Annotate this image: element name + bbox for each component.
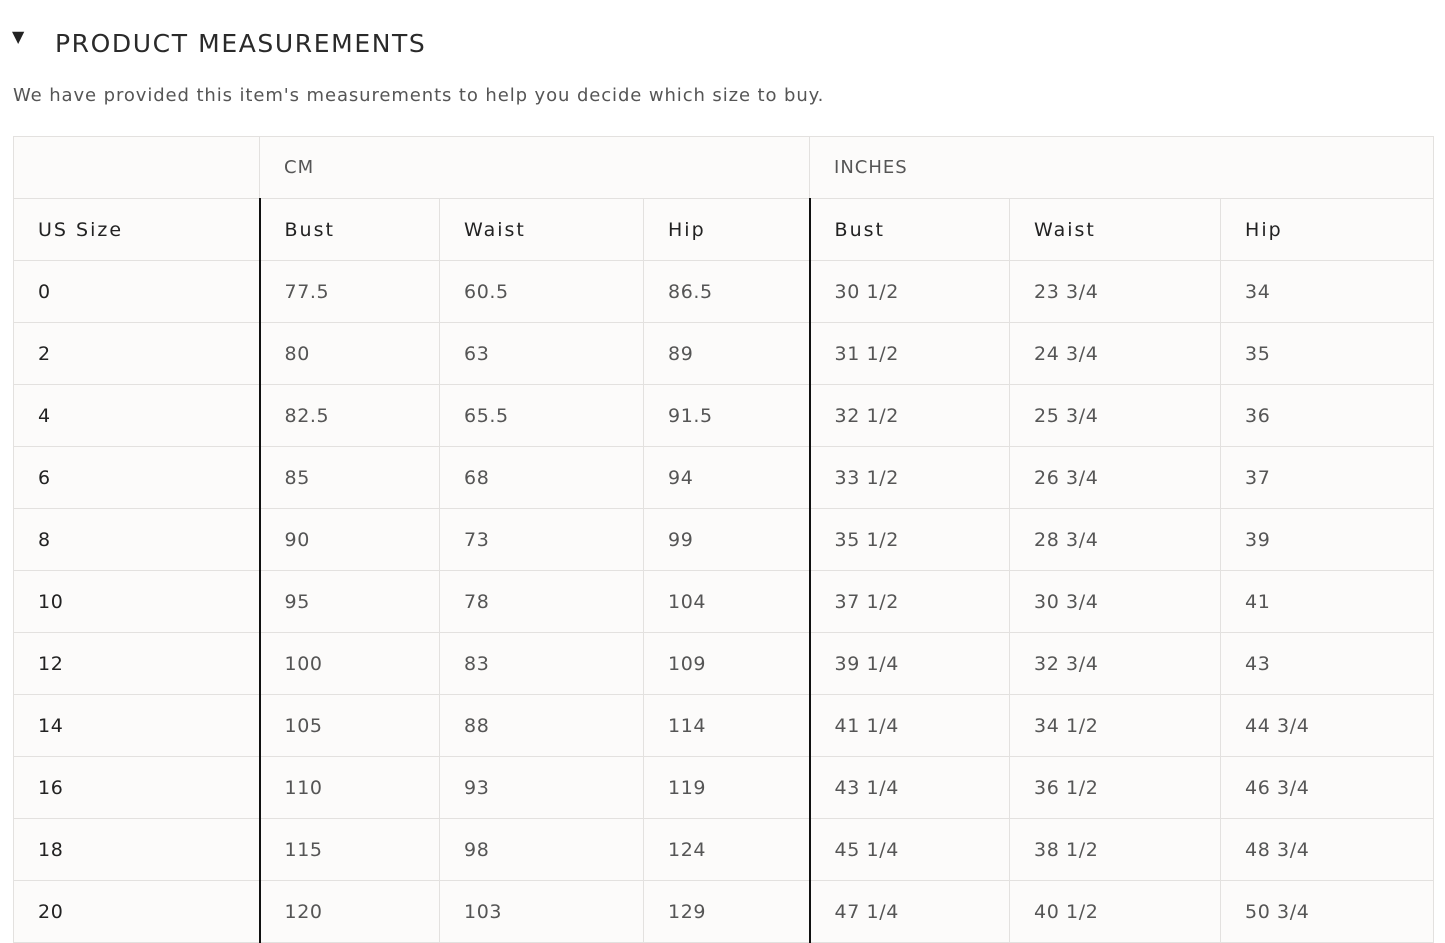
product-measurements-toggle[interactable] xyxy=(12,24,426,62)
cell-in-waist: 25 3/4 xyxy=(1010,385,1221,447)
cell-in-hip: 35 xyxy=(1221,323,1434,385)
cell-in-bust: 30 1/2 xyxy=(810,261,1010,323)
cell-cm-bust: 100 xyxy=(260,633,440,695)
cell-cm-bust: 90 xyxy=(260,509,440,571)
cell-in-bust: 35 1/2 xyxy=(810,509,1010,571)
cell-cm-bust: 80 xyxy=(260,323,440,385)
table-row xyxy=(14,633,1434,695)
cell-in-hip: 50 3/4 xyxy=(1221,881,1434,943)
triangle-down-icon[interactable]: ▼ xyxy=(12,27,25,46)
cell-in-bust: 37 1/2 xyxy=(810,571,1010,633)
cell-us-size: 10 xyxy=(14,571,260,633)
column-header-row xyxy=(14,199,1434,261)
cell-us-size: 14 xyxy=(14,695,260,757)
cell-cm-hip: 86.5 xyxy=(644,261,810,323)
empty-corner-cell xyxy=(14,137,260,199)
cell-us-size: 20 xyxy=(14,881,260,943)
cell-in-bust: 32 1/2 xyxy=(810,385,1010,447)
cell-cm-hip: 91.5 xyxy=(644,385,810,447)
table-row xyxy=(14,571,1434,633)
cell-cm-waist: 83 xyxy=(440,633,644,695)
cell-cm-waist: 65.5 xyxy=(440,385,644,447)
cell-us-size: 8 xyxy=(14,509,260,571)
table-row xyxy=(14,261,1434,323)
cell-cm-bust: 115 xyxy=(260,819,440,881)
cell-in-waist: 34 1/2 xyxy=(1010,695,1221,757)
cell-cm-waist: 73 xyxy=(440,509,644,571)
column-header-cm-hip: Hip xyxy=(644,199,810,261)
cell-in-hip: 48 3/4 xyxy=(1221,819,1434,881)
measurements-table-container xyxy=(13,136,1433,943)
cell-cm-waist: 78 xyxy=(440,571,644,633)
column-header-in-waist: Waist xyxy=(1010,199,1221,261)
cell-cm-hip: 129 xyxy=(644,881,810,943)
table-row xyxy=(14,819,1434,881)
cell-us-size: 6 xyxy=(14,447,260,509)
cell-in-waist: 24 3/4 xyxy=(1010,323,1221,385)
table-row xyxy=(14,509,1434,571)
cell-in-waist: 26 3/4 xyxy=(1010,447,1221,509)
cell-in-bust: 33 1/2 xyxy=(810,447,1010,509)
cell-us-size: 4 xyxy=(14,385,260,447)
cell-us-size: 12 xyxy=(14,633,260,695)
cell-cm-hip: 109 xyxy=(644,633,810,695)
cell-in-bust: 39 1/4 xyxy=(810,633,1010,695)
cell-cm-bust: 82.5 xyxy=(260,385,440,447)
cell-in-waist: 40 1/2 xyxy=(1010,881,1221,943)
cell-us-size: 2 xyxy=(14,323,260,385)
cell-cm-hip: 124 xyxy=(644,819,810,881)
cell-us-size: 0 xyxy=(14,261,260,323)
cell-cm-waist: 63 xyxy=(440,323,644,385)
table-row xyxy=(14,323,1434,385)
cell-cm-bust: 85 xyxy=(260,447,440,509)
cell-in-hip: 41 xyxy=(1221,571,1434,633)
cell-cm-waist: 98 xyxy=(440,819,644,881)
table-row xyxy=(14,695,1434,757)
cell-in-bust: 47 1/4 xyxy=(810,881,1010,943)
table-row xyxy=(14,447,1434,509)
cell-cm-hip: 94 xyxy=(644,447,810,509)
unit-group-header-row xyxy=(14,137,1434,199)
table-row xyxy=(14,385,1434,447)
column-header-us-size: US Size xyxy=(14,199,260,261)
cell-in-bust: 31 1/2 xyxy=(810,323,1010,385)
cell-cm-waist: 93 xyxy=(440,757,644,819)
cell-cm-bust: 77.5 xyxy=(260,261,440,323)
table-row xyxy=(14,757,1434,819)
cell-cm-bust: 105 xyxy=(260,695,440,757)
cell-in-bust: 45 1/4 xyxy=(810,819,1010,881)
column-header-cm-waist: Waist xyxy=(440,199,644,261)
cell-in-waist: 32 3/4 xyxy=(1010,633,1221,695)
inches-group-header: INCHES xyxy=(810,137,1434,199)
cell-cm-waist: 68 xyxy=(440,447,644,509)
column-header-in-hip: Hip xyxy=(1221,199,1434,261)
cell-in-bust: 43 1/4 xyxy=(810,757,1010,819)
cell-in-waist: 30 3/4 xyxy=(1010,571,1221,633)
cell-in-hip: 34 xyxy=(1221,261,1434,323)
cell-in-waist: 28 3/4 xyxy=(1010,509,1221,571)
table-row xyxy=(14,881,1434,943)
cm-group-header: CM xyxy=(260,137,810,199)
cell-cm-bust: 120 xyxy=(260,881,440,943)
measurements-table xyxy=(13,136,1434,943)
column-header-in-bust: Bust xyxy=(810,199,1010,261)
cell-in-waist: 23 3/4 xyxy=(1010,261,1221,323)
cell-in-hip: 44 3/4 xyxy=(1221,695,1434,757)
cell-in-hip: 37 xyxy=(1221,447,1434,509)
cell-cm-waist: 88 xyxy=(440,695,644,757)
cell-in-hip: 39 xyxy=(1221,509,1434,571)
section-description: We have provided this item's measurements to help you decide which size to buy. xyxy=(13,85,825,106)
cell-in-waist: 36 1/2 xyxy=(1010,757,1221,819)
cell-cm-hip: 104 xyxy=(644,571,810,633)
cell-in-waist: 38 1/2 xyxy=(1010,819,1221,881)
cell-us-size: 18 xyxy=(14,819,260,881)
cell-cm-hip: 114 xyxy=(644,695,810,757)
cell-cm-waist: 60.5 xyxy=(440,261,644,323)
column-header-cm-bust: Bust xyxy=(260,199,440,261)
cell-in-hip: 43 xyxy=(1221,633,1434,695)
cell-cm-bust: 110 xyxy=(260,757,440,819)
cell-cm-hip: 99 xyxy=(644,509,810,571)
section-title: PRODUCT MEASUREMENTS xyxy=(55,28,427,58)
cell-cm-hip: 119 xyxy=(644,757,810,819)
measurements-table-body xyxy=(14,261,1434,943)
cell-us-size: 16 xyxy=(14,757,260,819)
cell-in-hip: 46 3/4 xyxy=(1221,757,1434,819)
cell-cm-bust: 95 xyxy=(260,571,440,633)
cell-in-bust: 41 1/4 xyxy=(810,695,1010,757)
cell-cm-hip: 89 xyxy=(644,323,810,385)
cell-cm-waist: 103 xyxy=(440,881,644,943)
cell-in-hip: 36 xyxy=(1221,385,1434,447)
